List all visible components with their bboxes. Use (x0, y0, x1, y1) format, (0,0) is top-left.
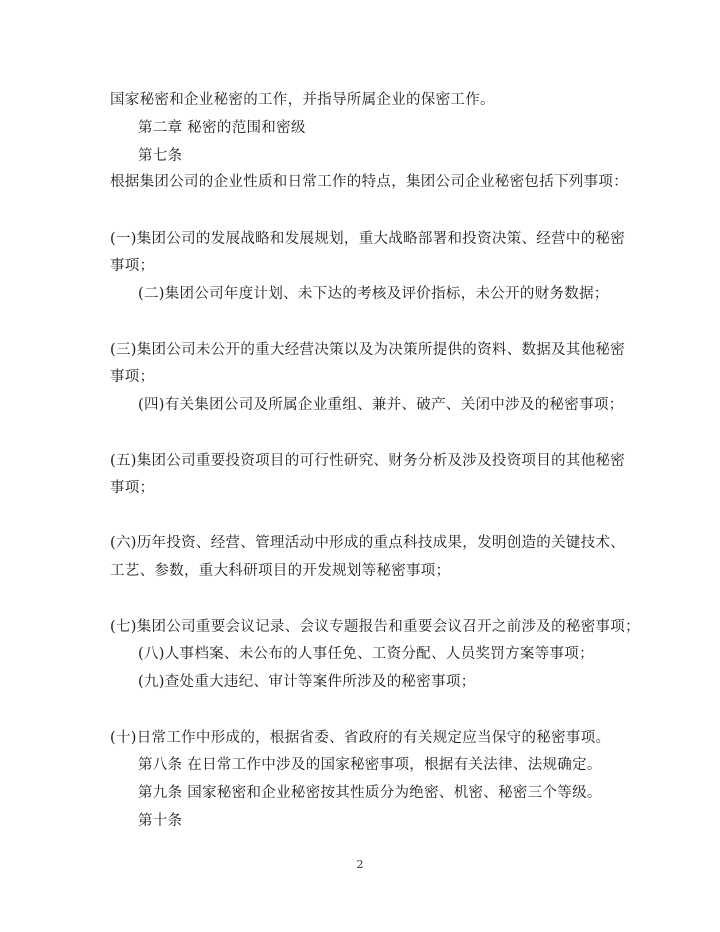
list-item-line: (五)集团公司重要投资项目的可行性研究、财务分析及涉及投资项目的其他秘密 (110, 453, 626, 469)
list-item-line: (七)集团公司重要会议记录、会议专题报告和重要会议召开之前涉及的秘密事项； (110, 619, 640, 635)
article-line: 第八条 在日常工作中涉及的国家秘密事项，根据有关法律、法规确定。 (138, 757, 602, 773)
list-item-line: 事项； (110, 258, 155, 274)
chapter-heading: 第二章 秘密的范围和密级 (138, 120, 306, 136)
list-item-line: 工艺、参数，重大科研项目的开发规划等秘密事项； (110, 563, 451, 579)
list-item-line: (九)查处重大违纪、审计等案件所涉及的秘密事项； (138, 674, 476, 690)
list-item-line: (三)集团公司未公开的重大经营决策以及为决策所提供的资料、数据及其他秘密 (110, 342, 626, 358)
article-line: 第九条 国家秘密和企业秘密按其性质分为绝密、机密、秘密三个等级。 (138, 785, 602, 801)
list-item-line: (六)历年投资、经营、管理活动中形成的重点科技成果，发明创造的关键技术、 (110, 535, 626, 551)
list-item-line: (十)日常工作中形成的，根据省委、省政府的有关规定应当保守的秘密事项。 (110, 730, 611, 746)
list-item-line: (四)有关集团公司及所属企业重组、兼并、破产、关闭中涉及的秘密事项； (138, 397, 624, 413)
text-line: 根据集团公司的企业性质和日常工作的特点，集团公司企业秘密包括下列事项： (110, 174, 628, 190)
list-item-line: (八)人事档案、未公布的人事任免、工资分配、人员奖罚方案等事项； (138, 646, 594, 662)
page-number: 2 (356, 858, 364, 871)
list-item-line: (二)集团公司年度计划、未下达的考核及评价指标，未公开的财务数据； (138, 286, 609, 302)
list-item-line: (一)集团公司的发展战略和发展规划，重大战略部署和投资决策、经营中的秘密 (110, 231, 626, 247)
text-line: 国家秘密和企业秘密的工作，并指导所属企业的保密工作。 (110, 92, 495, 108)
article-heading: 第十条 (138, 813, 183, 829)
list-item-line: 事项； (110, 369, 155, 385)
article-heading: 第七条 (138, 148, 183, 164)
list-item-line: 事项； (110, 480, 155, 496)
